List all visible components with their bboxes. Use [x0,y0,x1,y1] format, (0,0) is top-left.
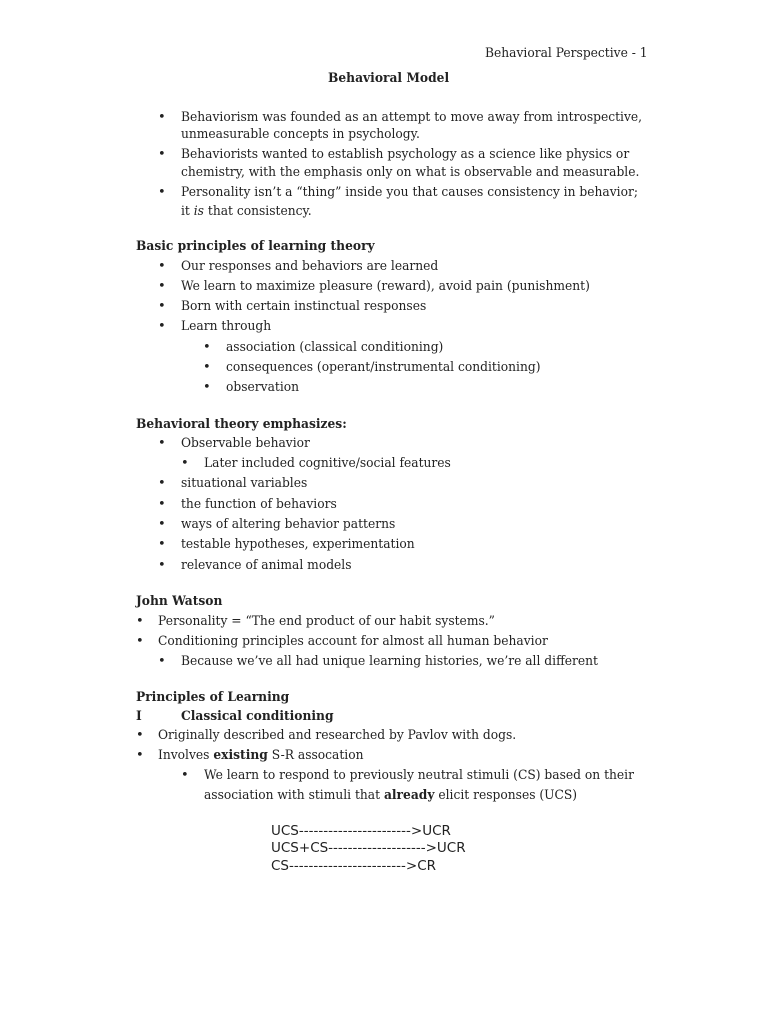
watson-heading: John Watson [136,594,223,609]
watson-item: Conditioning principles account for almost all human behavior [158,634,548,649]
bullet-icon: • [203,380,211,395]
learning-item: Involves existing S-R assocation [158,748,364,763]
emphasis-existing: existing [213,748,268,763]
principles-heading: Principles of Learning [136,690,290,705]
watson-item: Personality = “The end product of our habit systems.” [158,614,495,629]
bullet-icon: • [203,340,211,355]
bullet-icon: • [158,537,166,552]
intro-bullet-1-line-1: Behaviorism was founded as an attempt to move away from introspective, [181,110,643,125]
basic-item: Learn through [181,319,272,334]
section-numeral: I [136,709,142,724]
emphasis-is: is [193,204,204,219]
bullet-icon: • [181,456,189,471]
intro-bullet-2-line-2: chemistry, with the emphasis only on what is observable and measurable. [181,165,640,180]
intro-bullet-3-line-2: it is that consistency. [181,204,312,219]
emphasis-already: already [383,788,435,803]
conditioning-line: CS------------------------>CR [271,858,437,874]
bullet-icon: • [158,279,166,294]
bullet-icon: • [158,517,166,532]
bullet-icon: • [181,768,189,783]
page-title: Behavioral Model [328,71,450,86]
bullet-icon: • [158,259,166,274]
intro-bullet-1-line-2: unmeasurable concepts in psychology. [181,127,420,142]
bullet-icon: • [158,147,166,162]
basic-item: Our responses and behaviors are learned [181,259,439,274]
bullet-icon: • [203,360,211,375]
bullet-icon: • [136,728,144,743]
bullet-icon: • [158,110,166,125]
bullet-icon: • [136,748,144,763]
intro-bullet-2-line-1: Behaviorists wanted to establish psychology as a science like physics or [181,147,630,162]
emphasis-item: ways of altering behavior patterns [181,517,396,532]
watson-subitem: Because we’ve all had unique learning histories, we’re all different [181,654,598,669]
learning-subitem-line-2: association with stimuli that already elicit responses (UCS) [204,788,578,803]
basic-item: We learn to maximize pleasure (reward), avoid pain (punishment) [181,279,590,294]
intro-bullet-3-line-1: Personality isn’t a “thing” inside you that causes consistency in behavior; [181,185,638,200]
emphasis-subitem: Later included cognitive/social features [204,456,451,471]
bullet-icon: • [158,436,166,451]
emphasis-item: relevance of animal models [181,558,352,573]
section-title: Classical conditioning [181,709,334,724]
conditioning-line: UCS----------------------->UCR [271,823,451,839]
emphasis-item: situational variables [181,476,308,491]
bullet-icon: • [158,497,166,512]
bullet-icon: • [158,654,166,669]
basic-subitem: association (classical conditioning) [226,340,444,355]
emphasis-item: the function of behaviors [181,497,337,512]
basic-subitem: observation [226,380,300,395]
bullet-icon: • [136,634,144,649]
basic-item: Born with certain instinctual responses [181,299,427,314]
learning-item: Originally described and researched by Pavlov with dogs. [158,728,517,743]
conditioning-line: UCS+CS-------------------->UCR [271,840,466,856]
bullet-icon: • [158,319,166,334]
learning-subitem-line-1: We learn to respond to previously neutral stimuli (CS) based on their [204,768,634,783]
bullet-icon: • [158,558,166,573]
emphasis-item: testable hypotheses, experimentation [181,537,415,552]
emphasis-item: Observable behavior [181,436,310,451]
bullet-icon: • [158,476,166,491]
basic-principles-heading: Basic principles of learning theory [136,239,375,254]
bullet-icon: • [136,614,144,629]
bullet-icon: • [158,299,166,314]
basic-subitem: consequences (operant/instrumental conditioning) [226,360,541,375]
running-header: Behavioral Perspective - 1 [485,46,648,61]
emphasizes-heading: Behavioral theory emphasizes: [136,417,347,432]
bullet-icon: • [158,185,166,200]
